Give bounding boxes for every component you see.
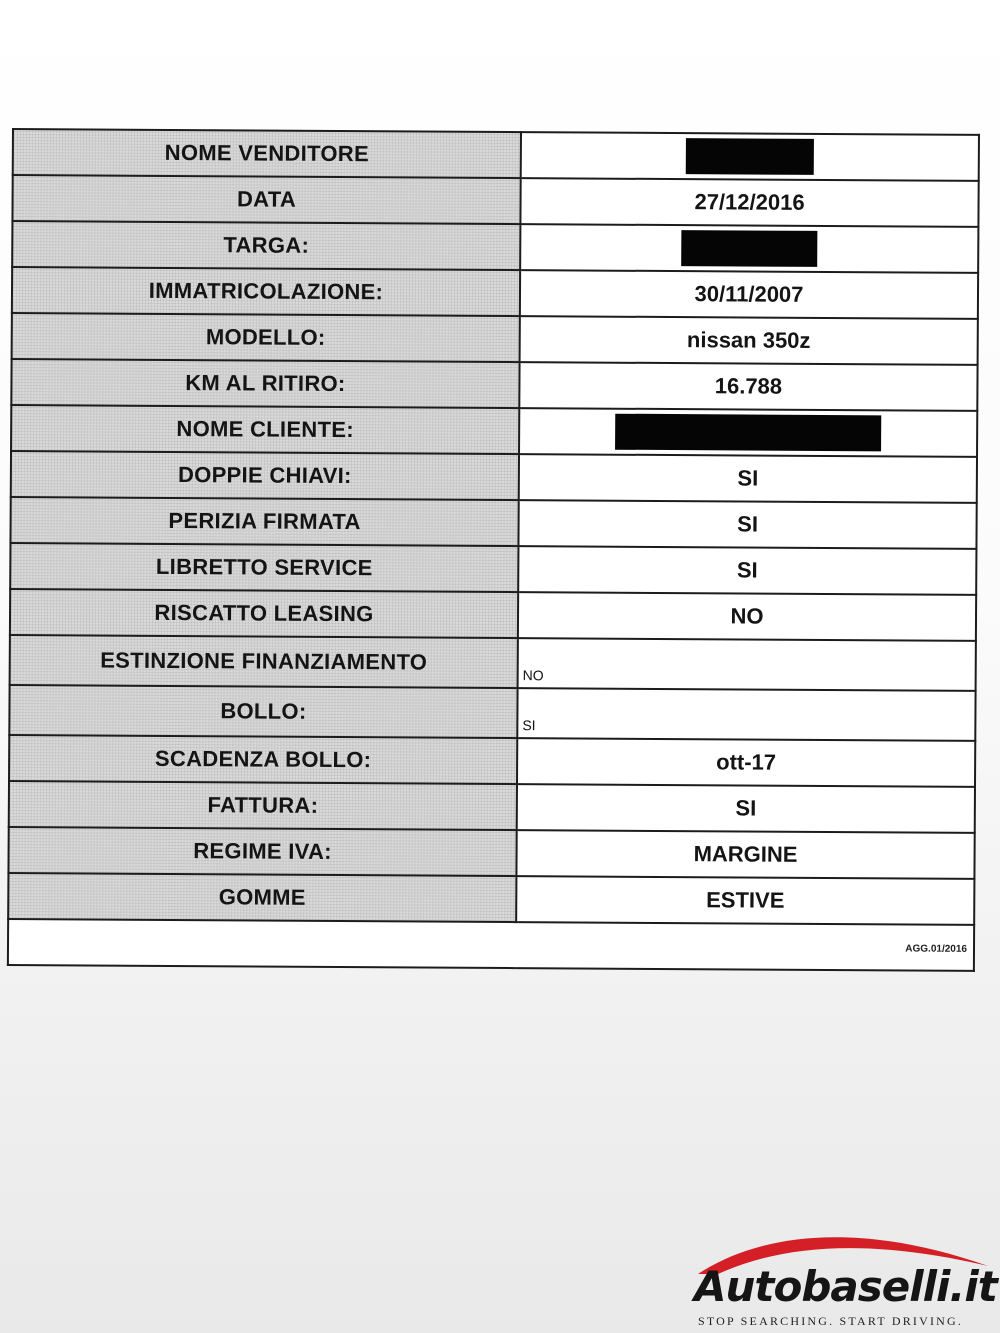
table-row [10,497,976,549]
vehicle-form-table [7,128,980,972]
row-label-scadenza-bollo: SCADENZA BOLLO: [9,735,517,784]
row-value-targa [520,224,978,273]
table-row [13,129,979,181]
table-row [11,405,977,457]
table-row [12,221,978,273]
redaction-bar [681,230,817,267]
row-value-immatricolazione: 30/11/2007 [520,270,978,319]
footer-row [8,919,974,971]
table-row [9,735,975,787]
row-value-nome-venditore [521,132,979,181]
table-row [12,175,978,227]
table-row [10,635,976,691]
row-value-perizia-firmata: SI [518,500,976,549]
row-label-km-al-ritiro: KM AL RITIRO: [11,359,519,408]
row-value-bollo: SI [517,688,975,741]
brand-tagline: STOP SEARCHING. START DRIVING. [698,1314,964,1328]
row-label-fattura: FATTURA: [9,781,517,830]
row-label-libretto-service: LIBRETTO SERVICE [10,543,518,592]
redaction-bar [686,138,814,175]
row-label-data: DATA [12,175,520,224]
row-value-scadenza-bollo: ott-17 [517,738,975,787]
row-value-riscatto-leasing: NO [518,592,976,641]
redaction-bar [615,414,881,452]
row-value-regime-iva: MARGINE [516,830,974,879]
row-label-perizia-firmata: PERIZIA FIRMATA [10,497,518,546]
row-label-estinzione-finanziamento: ESTINZIONE FINANZIAMENTO [10,635,518,688]
row-label-nome-cliente: NOME CLIENTE: [11,405,519,454]
table-row [9,781,975,833]
row-label-modello: MODELLO: [12,313,520,362]
row-label-nome-venditore: NOME VENDITORE [13,129,521,178]
table-row [12,267,978,319]
table-row [8,827,974,879]
table-row [11,359,977,411]
row-label-gomme: GOMME [8,873,516,922]
table-row [8,873,974,925]
row-value-nome-cliente [519,408,977,457]
table-row [11,451,977,503]
row-value-estinzione-finanziamento: NO [518,638,976,691]
footer-cell [8,919,974,971]
table-row [12,313,978,365]
table-row [9,685,975,741]
row-label-riscatto-leasing: RISCATTO LEASING [10,589,518,638]
brand-logo [688,1222,997,1330]
row-label-doppie-chiavi: DOPPIE CHIAVI: [11,451,519,500]
row-label-regime-iva: REGIME IVA: [8,827,516,876]
row-value-libretto-service: SI [518,546,976,595]
row-value-gomme: ESTIVE [516,876,974,925]
row-label-bollo: BOLLO: [9,685,517,738]
row-value-doppie-chiavi: SI [519,454,977,503]
table-row [10,589,976,641]
row-value-km-al-ritiro: 16.788 [519,362,977,411]
brand-name: Autobaselli.it [694,1262,997,1311]
row-value-data: 27/12/2016 [520,178,978,227]
row-value-modello: nissan 350z [520,316,978,365]
document-sheet [7,128,974,1012]
row-value-fattura: SI [517,784,975,833]
row-label-targa: TARGA: [12,221,520,270]
table-row [10,543,976,595]
row-label-immatricolazione: IMMATRICOLAZIONE: [12,267,520,316]
form-version-code: AGG.01/2016 [905,943,968,955]
